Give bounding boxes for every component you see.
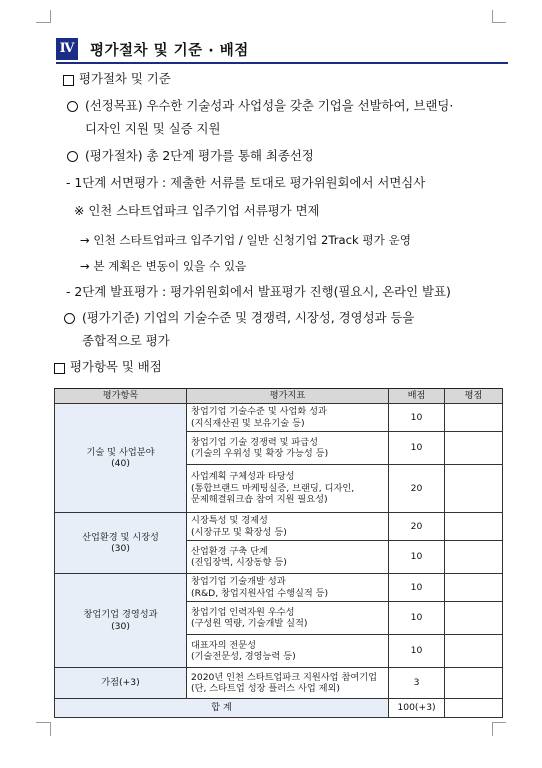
header-score: 배점 bbox=[389, 389, 445, 404]
category-name: 산업환경 및 시장성 bbox=[82, 531, 159, 543]
indicator-detail: (구성원 역량, 기술개발 실적) bbox=[191, 618, 308, 629]
rating-cell bbox=[445, 541, 503, 574]
category-name: 가점(+3) bbox=[101, 677, 140, 689]
crop-mark bbox=[36, 722, 50, 723]
evaluation-table bbox=[54, 388, 503, 718]
indicator-title: 대표자의 전문성 bbox=[191, 639, 257, 651]
category-cell bbox=[55, 668, 187, 699]
rating-cell bbox=[445, 635, 503, 668]
indicator-title: 창업기업 기술 경쟁력 및 파급성 bbox=[191, 436, 319, 448]
indicator-detail: (R&D, 창업지원사업 수행실적 등) bbox=[191, 587, 329, 599]
crop-mark bbox=[36, 22, 50, 23]
crop-mark bbox=[492, 722, 493, 736]
indicator-title: 창업기업 인력자원 우수성 bbox=[191, 606, 295, 618]
procedure-heading: 평가절차 및 기준 bbox=[79, 71, 171, 86]
indicator-detail: (기술전문성, 경영능력 등) bbox=[191, 651, 296, 662]
indicator-cell bbox=[187, 668, 389, 699]
total-label: 합 계 bbox=[55, 699, 389, 718]
crop-mark bbox=[492, 722, 506, 723]
goal-text-line1: (선정목표) 우수한 기술성과 사업성을 갖춘 기업을 선발하여, 브랜딩· bbox=[85, 98, 454, 113]
indicator-title: 사업계획 구체성과 타당성 bbox=[191, 471, 295, 483]
section-number-badge: Ⅳ bbox=[56, 38, 78, 60]
category-cell bbox=[55, 404, 187, 513]
indicator-detail: (진입장벽, 시장동향 등) bbox=[191, 557, 287, 568]
indicator-cell bbox=[187, 574, 389, 602]
total-row bbox=[55, 699, 503, 718]
indicator-detail: (시장규모 및 확장성 등) bbox=[191, 526, 287, 538]
crop-mark bbox=[492, 10, 493, 23]
category-cell bbox=[55, 513, 187, 574]
exemption-note: ※ 인천 스타트업파크 입주기업 서류평가 면제 bbox=[74, 203, 320, 218]
header-indicator: 평가지표 bbox=[187, 389, 389, 404]
circle-bullet-icon bbox=[67, 101, 78, 112]
category-points: (30) bbox=[111, 543, 130, 554]
category-name: 기술 및 사업분야 bbox=[86, 446, 155, 458]
indicator-cell bbox=[187, 541, 389, 574]
indicator-cell bbox=[187, 635, 389, 668]
rating-cell bbox=[445, 465, 503, 513]
checkbox-square-icon bbox=[63, 75, 74, 86]
items-heading: 평가항목 및 배점 bbox=[70, 359, 162, 374]
indicator-detail: 문제해결워크숍 참여 지원 필요성) bbox=[191, 494, 328, 506]
score-cell: 10 bbox=[389, 574, 445, 602]
indicator-title: 창업기업 기술개발 성과 bbox=[191, 576, 286, 587]
crop-mark bbox=[50, 10, 51, 23]
criteria-text-line1: (평가기준) 기업의 기술수준 및 경쟁력, 시장성, 경영성과 등을 bbox=[82, 310, 415, 325]
indicator-detail: (지식재산권 및 보유기술 등) bbox=[191, 417, 305, 429]
section-header bbox=[56, 38, 508, 62]
indicator-cell bbox=[187, 404, 389, 432]
total-score: 100(+3) bbox=[389, 699, 445, 718]
indicator-detail: (단, 스타트업 성장 플러스 사업 제외) bbox=[191, 683, 340, 694]
rating-cell bbox=[445, 432, 503, 465]
circle-bullet-icon bbox=[64, 313, 75, 324]
category-name: 창업기업 경영성과 bbox=[83, 609, 158, 620]
indicator-detail: (기술의 우위성 및 확장 가능성 등) bbox=[191, 448, 329, 459]
indicator-cell bbox=[187, 465, 389, 513]
rating-cell bbox=[445, 574, 503, 602]
indicator-cell bbox=[187, 602, 389, 635]
change-note: → 본 계획은 변동이 있을 수 있음 bbox=[80, 259, 247, 273]
indicator-cell bbox=[187, 432, 389, 465]
checkbox-square-icon bbox=[54, 363, 65, 374]
category-cell bbox=[55, 574, 187, 668]
section-divider bbox=[56, 62, 508, 64]
rating-cell bbox=[445, 404, 503, 432]
track-note: → 인천 스타트업파크 입주기업 / 일반 신청기업 2Track 평가 운영 bbox=[80, 233, 411, 247]
header-category: 평가항목 bbox=[55, 389, 187, 404]
stage2-text: - 2단계 발표평가 : 평가위원회에서 발표평가 진행(필요시, 온라인 발표) bbox=[66, 284, 451, 299]
process-text: (평가절차) 총 2단계 평가를 통해 최종선정 bbox=[85, 148, 314, 163]
table-row bbox=[55, 668, 503, 699]
criteria-text-line2: 종합적으로 평가 bbox=[82, 333, 170, 348]
goal-text-line2: 디자인 지원 및 실증 지원 bbox=[85, 121, 221, 136]
score-cell: 10 bbox=[389, 541, 445, 574]
score-cell: 20 bbox=[389, 465, 445, 513]
score-cell: 20 bbox=[389, 513, 445, 541]
table-row bbox=[55, 574, 503, 602]
score-cell: 10 bbox=[389, 404, 445, 432]
category-points: (40) bbox=[111, 458, 130, 469]
score-cell: 10 bbox=[389, 602, 445, 635]
score-cell: 10 bbox=[389, 432, 445, 465]
rating-cell bbox=[445, 602, 503, 635]
indicator-detail: (통합브랜드 마케팅실증, 브랜딩, 디자인, bbox=[191, 482, 355, 494]
stage1-text: - 1단계 서면평가 : 제출한 서류를 토대로 평가위원회에서 서면심사 bbox=[66, 175, 426, 190]
score-cell: 3 bbox=[389, 668, 445, 699]
indicator-cell bbox=[187, 513, 389, 541]
indicator-title: 2020년 인천 스타트업파크 지원사업 참여기업 bbox=[191, 671, 377, 683]
indicator-title: 창업기업 기술수준 및 사업화 성과 bbox=[191, 406, 327, 417]
score-cell: 10 bbox=[389, 635, 445, 668]
rating-cell bbox=[445, 668, 503, 699]
category-points: (30) bbox=[111, 620, 130, 632]
section-title: 평가절차 및 기준 · 배점 bbox=[90, 43, 249, 59]
crop-mark bbox=[50, 722, 51, 736]
total-rating-cell bbox=[445, 699, 503, 718]
indicator-title: 산업환경 구축 단계 bbox=[191, 545, 268, 557]
crop-mark bbox=[492, 22, 506, 23]
table-row bbox=[55, 513, 503, 541]
table-row bbox=[55, 404, 503, 432]
circle-bullet-icon bbox=[67, 151, 78, 162]
table-header-row bbox=[55, 389, 503, 404]
indicator-title: 시장특성 및 경제성 bbox=[191, 515, 268, 526]
header-rating: 평점 bbox=[445, 389, 503, 404]
rating-cell bbox=[445, 513, 503, 541]
